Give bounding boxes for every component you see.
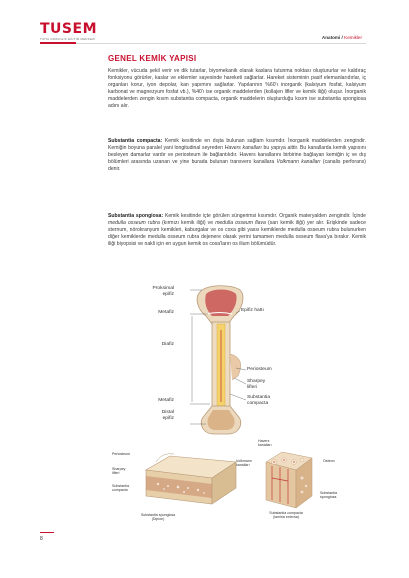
header-divider: [40, 43, 366, 44]
bone-block-illustration: [140, 450, 240, 512]
paragraph-intro: Kemikler, vücuda şekil verir ve dik tutarlar, biyomekanik olarak kaslara tutunma noktası oluştururlar ve kaldıraç fonksiyonu görürler, kaslar ve eklemler sayesinde hareketi sağlarlar. Hareket sisteminin pasif elemanlarıdırlar, iç organları korur, iyon depolar, kan yapımını sağlarlar. Yapılarının %60'ı inorganik (kalsiyum fosfat, kalsiyum karbonat ve magnezyum fosfat vb.), %40'ı ise organik maddelerden (kollajen lifler ve kemik iliği) oluşur. İnorganik maddelerden zengin kısım substantia compacta, organik maddelerin oluşturduğu kısım ise substantia spongiosa adını alır.: [108, 68, 366, 110]
label-compacta-block: Substantia compacta: [112, 484, 129, 493]
page-number: 8: [40, 536, 43, 542]
label-havers-canals: Havers kanalları: [258, 439, 272, 448]
text-span: bu yapıya aittir. Bu kanallarda kemik yapısını besleyen damarlar vardır ve periosteum ile bağlantılıdır. Havers kanallarını birbirine bağlayan kemiğin iç ve dış bölümleri arasında uzanan ve yine burada bulunan transvers kanallara: [108, 145, 366, 166]
breadcrumb-section: Anatomi: [321, 35, 341, 40]
text-span: (canalis perforans) denir.: [108, 159, 366, 173]
label-periosteum-block: Periosteum: [112, 452, 131, 456]
text-span: (sarı kemik iliği) yer alır. Erişkinde sadece sternum, nörokranyum kemikleri, kaburgalar ve os coxa gibi yassı kemiklerde medulla osseum rubra bulunurken diğer kemiklerde medulla osseum rubra dejenere olarak yerini tamamen medulla osseum flava'ya bırakır. Kemik iliği biyopsisi ve nakli için en uygun kemik os coxa'ların os ilium bölümüdür.: [108, 220, 366, 248]
term-spongiosa: Substantia spongiosa:: [108, 213, 164, 219]
label-metaphysis-bottom: Metafiz: [158, 398, 174, 403]
text-span: (kırmızı kemik iliği) ve: [159, 220, 216, 227]
italic-term: medulla osseum rubra: [108, 220, 160, 227]
label-periosteum: Periosteum: [247, 367, 272, 372]
label-sharpey-block: Sharpey lifleri: [112, 467, 126, 476]
breadcrumb-subsection: Kemikler: [344, 35, 362, 40]
text-span: Kemik kesitinde en dışta bulunan sağlam kısımdır. İnorganik maddelerden zengindir. Kemiğin boyuna paralel yani longitudinal seyreden: [108, 138, 366, 152]
italic-term: medulla osseum flava: [215, 220, 266, 227]
label-proximal-epiphysis: Proksimal epifiz: [152, 286, 174, 297]
breadcrumb: [322, 35, 362, 40]
text-span: Kemik kesitinde içte görülen süngerimsi kısımdır. Organik materyalden zengindir. İçinde: [163, 213, 367, 219]
label-diaphysis: Diafiz: [161, 342, 174, 347]
logo-subtitle: TIPTA UZMANLIK EĞİTİM MERKEZİ: [40, 37, 96, 41]
term-compacta: Substantia compacta:: [108, 138, 163, 144]
label-substantia-compacta: Substantia compacta: [247, 395, 271, 406]
label-spongiosa-havers: Substantia spongiosa: [320, 491, 337, 500]
paragraph-compacta: [108, 138, 366, 173]
italic-term: Volkmann kanalları: [276, 159, 321, 166]
page-title: GENEL KEMİK YAPISI: [108, 54, 197, 63]
header-accent: [40, 42, 76, 44]
label-osteon: Osteon: [323, 459, 335, 463]
haversian-system-illustration: [262, 448, 316, 512]
label-epiphyseal-line: Epifiz hattı: [241, 308, 264, 313]
paragraph-spongiosa: [108, 213, 366, 248]
label-distal-epiphysis: Distal epifiz: [161, 410, 174, 421]
footer-accent: [40, 532, 54, 533]
label-sharpey-fibers: Sharpey lifleri: [247, 379, 266, 390]
label-spongiosa-diploe: Substantia spongiosa (Diploe): [140, 513, 176, 522]
label-compacta-lamina: Substantia compacta (lamina externa): [269, 511, 303, 520]
breadcrumb-separator: /: [340, 35, 345, 40]
italic-term: Havers kanalları: [224, 145, 262, 152]
label-volkmann-canals: Volkmann kanalları: [236, 459, 252, 468]
brand-logo: [40, 22, 97, 41]
label-metaphysis-top: Metafiz: [158, 310, 174, 315]
logo-text: TUSEM: [40, 21, 97, 37]
